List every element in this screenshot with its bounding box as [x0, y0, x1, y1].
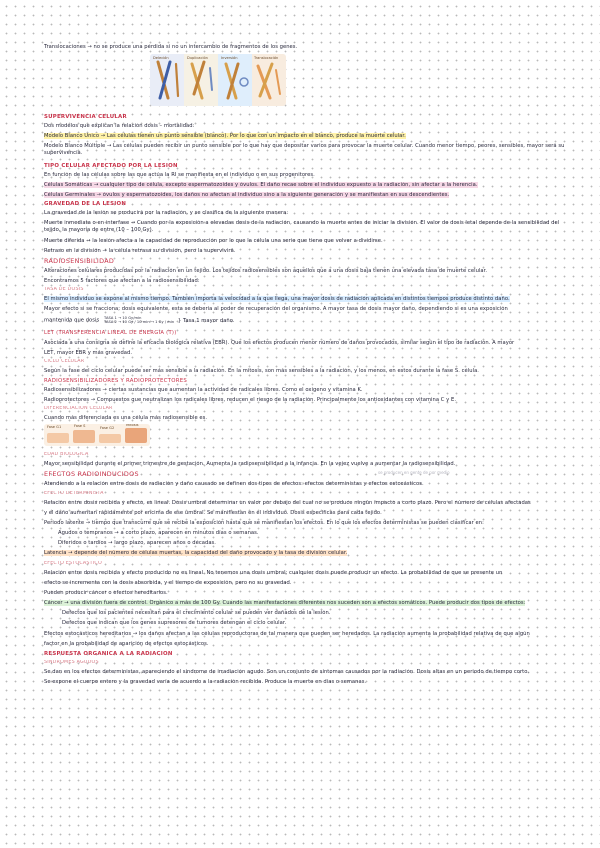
note-line: Según la fase del ciclo celular puede ser más sensible a la radiación. En la mitosis, son más sensibles a la radiación, y los menos, en estos durante la fase S. célula. [44, 368, 479, 374]
note-line-tasa [44, 316, 572, 326]
note-line: En función de las células sobre las que actúa la RI se manifiesta en el individuo o en sus progenitores. [44, 172, 315, 178]
note-line: Se expone el cuerpo entero y la gravedad varía de acuerdo a la radiación recibida. Produce la muerte en días o semanas. [44, 679, 367, 685]
bar-phase [99, 434, 121, 443]
label-g1: Fase G1 [47, 425, 62, 429]
note-line: Periodo latente → tiempo que transcurre que se recibe la exposición hasta que se manifiestan los efectos. En lo que los efectos deterministas se pueden clasificar en: [44, 520, 484, 526]
note-line: Encontramos 5 factores que afectan a la radiosensibilidad: [44, 278, 200, 284]
note-line [44, 600, 572, 607]
note-line: Mayor sensibilidad durante el primer trimestre de gestación. Aumenta la radiosensibilidad a la infancia. En la vejez vuelve a aumentar la radiosensibilidad. [44, 461, 456, 467]
note-line: LET, mayor EBR y más gravedad. [44, 350, 133, 356]
subheading-sindromes: SÍNDROMES AGUDOS [44, 660, 99, 665]
note-line: Radioprotectores → Compuestos que neutralizan los radicales libres, reducen el riesgo de la radiación. Principalmente los antioxidantes con vitamina C y E. [44, 397, 457, 403]
note-line: Pueden producir cáncer o efectos hereditarios. [44, 590, 168, 596]
note-line: factor en la probabilidad de aparición de efectos estocásticos. [44, 641, 209, 647]
note-line: Radiosensibilizadores → ciertas sustancias que aumentan la actividad de radicales libres. Como el oxígeno y vitamina K. [44, 387, 363, 393]
label-inversion: Inversión [221, 56, 238, 60]
note-line: Alteraciones celulares producidas por la radiación en un tejido. Los tejidos radiosensibles son aquellos que a una dosis baja tienen una elevada tasa de muerte celular. [44, 268, 488, 274]
note-line-indent: Diferidos o tardíos → largo plazo, aparecen años o décadas. [58, 540, 217, 546]
cell-cycle-sensitivity-figure [44, 424, 150, 446]
note-line [44, 192, 572, 199]
note-line [44, 182, 572, 189]
highlighted-text: Células Somáticas → cualquier tipo de célula, excepto espermatozoides y óvulos. El daño recae sobre el individuo expuesto a la radiación, sin afectar a la herencia. [44, 182, 478, 188]
note-line: Cuando más diferenciada es una célula más radiosensible es. [44, 415, 208, 421]
heading-radiosensibilidad: RADIOSENSIBILIDAD [44, 258, 115, 265]
heading-tipo-celular: TIPO CELULAR AFECTADO POR LA LESIÓN [44, 163, 178, 169]
highlighted-text: El mismo individuo se expone al mismo tiempo. También importa la velocidad a la que llega, una mayor dosis de radiación aplicada en distintos tiempos produce distinto daño. [44, 296, 510, 302]
note-line: Muerte inmediata o en interfase → Cuando por la exposición a elevadas dosis de la radiación, causando la muerte antes de iniciar la división. El valor de dosis letal depende de la sensibilidad del tejido, la mayoría de entre (10 – 100 Gy). [44, 220, 560, 233]
note-line: Efectos estocásticos hereditarios → los daños afectan a las células reproductoras de tal manera que pueden ser heredados. La radiación aumenta la probabilidad relativa de que algún [44, 631, 530, 637]
note-line: y el daño aumentan rápidamente por encima de ese umbral. Se manifiestan en el individuo. Dosis específicas para cada tejido. [44, 510, 382, 516]
subheading-tasa-dosis: TASA DE DOSIS [44, 287, 84, 292]
note-line-indent: Defectos que los pacientes necesitan para el crecimiento celular se pueden ver dañados de la lesión. [62, 610, 331, 616]
heading-let: LET (TRANSFERENCIA LINEAL DE ENERGÍA (T)) [44, 330, 177, 336]
tasa-1: TASA 1 → 10 Gy/min [103, 316, 142, 320]
note-line [44, 133, 572, 140]
label-g2: Fase G2 [100, 426, 115, 430]
highlighted-text: Células Germinales → óvulos y espermatozoides, los daños no afectan al individuo sino a la siguiente generación y se manifiestan en sus descendientes. [44, 192, 450, 198]
highlighted-text: Modelo Blanco Único → Las células tienen un punto sensible (blanco). Por lo que con un impacto en el blanco, produce la muerte celular. [44, 133, 406, 139]
note-line: Modelo Blanco Múltiple → Las células pueden recibir un punto sensible por lo que hay que depositar varios para provocar la muerte celular. Cuando menor tiempo, peores, sensibles, mayor será su supervivencia. [44, 143, 565, 156]
label-mitosis: Mitosis [126, 424, 139, 427]
label-s: Fase S [74, 424, 86, 428]
note-line: Translocaciones → no se produce una pérdida si no un intercambio de fragmentos de los genes. [44, 44, 298, 50]
tasa-formula [104, 316, 174, 324]
note-line-indent: Defectos que indican que los genes supresores de tumores detengan el ciclo celular. [62, 620, 287, 626]
heading-supervivencia: SUPERVIVENCIA CELULAR [44, 114, 127, 120]
bar-phase [73, 430, 95, 443]
note-line: Retraso en la división → la célula retrasa su división, pero la supervivirá. [44, 248, 236, 254]
text: } Tasa 1 mayor daño. [177, 317, 235, 324]
subheading-ciclo: CICLO CELULAR [44, 359, 85, 364]
note-line: Dos modelos que explican la relación dosis – mortalidad: [44, 123, 195, 129]
bar-phase [125, 428, 147, 443]
note-line: Se dan en los efectos deterministas, apareciendo el síndrome de irradiación agudo. Son un conjunto de síntomas causados por la radiación. Dosis altas en un periodo de tiempo corto. [44, 669, 530, 675]
bar-phase [47, 433, 69, 443]
highlighted-text: Cáncer → una división fuera de control. Orgánico a más de 100 Gy. Cuando las manifestaciones diferentes nos suceden son a efectos somáticos. Puede producir dos tipos de efectos: [44, 600, 526, 606]
note-line [44, 550, 572, 557]
heading-respuesta: RESPUESTA ORGÁNICA A LA RADIACIÓN [44, 651, 173, 657]
note-line-indent: Agudos o tempranos → a corto plazo, aparecen en minutos días o semanas. [58, 530, 259, 536]
label-deletion: Deleción [153, 56, 169, 60]
tasa-2: TASA 2 → 10 Gy / 10 min → 1 Gy / min [103, 320, 175, 324]
subheading-estocastico: EFECTO ESTOCÁSTICO [44, 561, 102, 566]
heading-efectos: EFECTOS RADIOINDUCIDOS [44, 471, 139, 478]
chromosome-drawings [150, 54, 286, 106]
note-line: La gravedad de la lesión se producirá por la radiación, y se clasifica de la siguiente manera: [44, 210, 289, 216]
label-translocation: Translocación [254, 56, 279, 60]
text: mantenida que dosis [44, 317, 100, 324]
note-line: Atendiendo a la relación entre dosis de radiación y daño causado se definen dos tipos de efectos: efectos deterministas y efectos estocásticos. [44, 481, 424, 487]
heading-gravedad: GRAVEDAD DE LA LESIÓN [44, 201, 127, 207]
note-line: Muerte diferida → la lesión afecta a la capacidad de reproducción por lo que la célula una serie que tiene que volver a dividirse. [44, 238, 383, 244]
note-line: efecto se incrementa con la dosis absorbida, y el tiempo de exposición, pero no su gravedad. [44, 580, 292, 586]
subheading-diferenciacion: DIFERENCIACIÓN CELULAR [44, 406, 113, 411]
subheading-determinista: EFECTO DETERMINISTA [44, 491, 104, 496]
label-duplication: Duplicación [187, 56, 208, 60]
note-line: Relación entre dosis recibida y efecto producido no es lineal. No tenemos una dosis umbral; cualquier dosis puede producir un efecto. La probabilidad de que se presente un [44, 570, 503, 576]
note-line [44, 296, 572, 303]
note-line: Mayor efecto si se fracciona; dosis equivalente, esta se debería al poder de recuperación del organismo. A mayor tasa de dosis mayor daño, dependiendo si es una exposición [44, 306, 508, 312]
note-line: Asociada a una consigna se define la eficacia biológica relativa (EBR). Que los efectos producen menor número de daños provocados, similar según el tipo de radiación. A mayor [44, 340, 515, 346]
chromosome-mutations-illustration [150, 54, 286, 106]
note-line: Relación entre dosis recibida y efecto, es lineal. Dosis umbral determinar un valor por debajo del cual no se produce ningún impacto a corto plazo. Pero el número de células afectadas [44, 500, 531, 506]
highlighted-text: Latencia → depende del número de células muertas, la capacidad del daño provocado y la tasa de división celular. [44, 550, 348, 556]
subheading-edad: EDAD BIOLÓGICA [44, 452, 89, 457]
heading-radioprotectores: RADIOSENSIBILIZADORES Y RADIOPROTECTORES [44, 378, 188, 384]
margin-note: se producen en gente de por medio [378, 470, 450, 475]
